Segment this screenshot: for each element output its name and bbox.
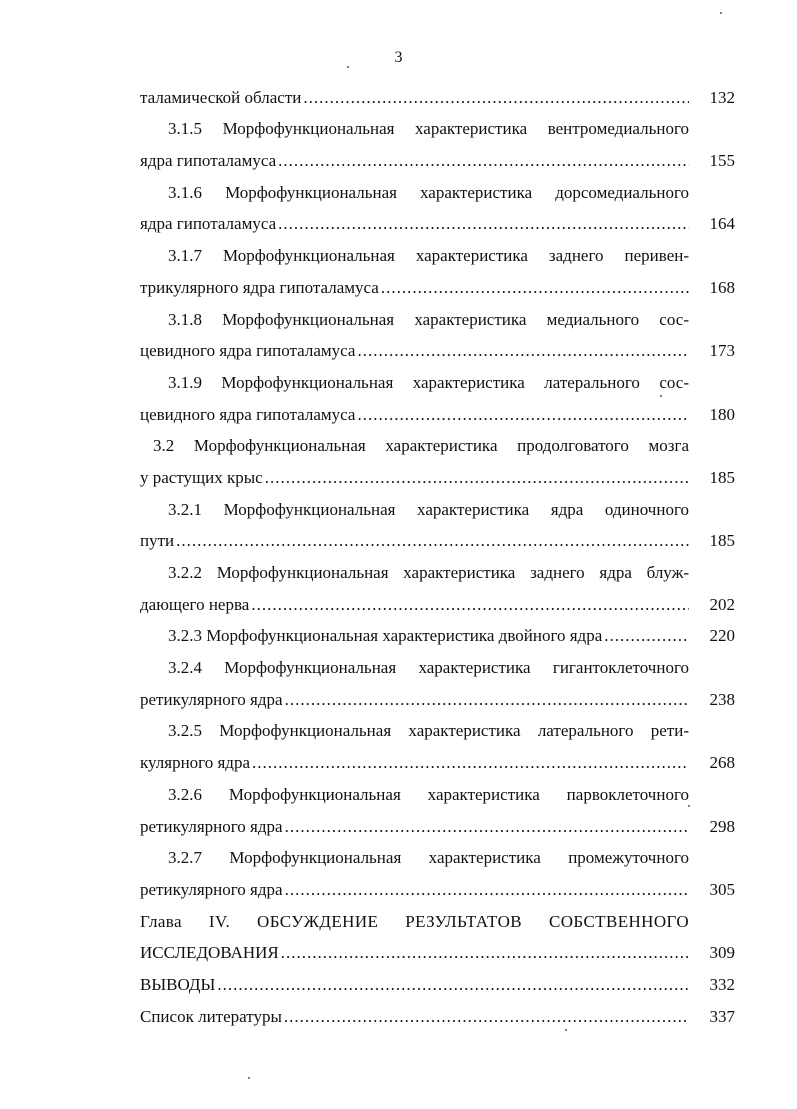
toc-page-number: 268 xyxy=(709,753,735,773)
scan-speck xyxy=(688,805,690,807)
dot-leader xyxy=(285,879,689,901)
toc-entry xyxy=(140,616,735,648)
toc-entry-text: ядра гипоталамуса xyxy=(140,214,277,234)
dot-leader xyxy=(278,150,689,172)
toc-entry-text: 3.1.7 Морфофункциональная характеристика заднего перивен- xyxy=(168,246,689,266)
scan-speck xyxy=(565,1029,567,1031)
toc-entry-text: пути xyxy=(140,531,175,551)
toc-entry-text: 3.2 Морфофункциональная характеристика продолговатого мозга xyxy=(153,436,689,456)
toc-entry xyxy=(140,426,735,489)
toc-entry-text: дающего нерва xyxy=(140,594,250,614)
toc-page-number: 173 xyxy=(709,341,735,361)
toc-page-number: 337 xyxy=(709,1006,735,1026)
toc-page-number: 185 xyxy=(709,467,735,487)
dot-leader xyxy=(285,689,689,711)
toc-entry-text: ВЫВОДЫ xyxy=(140,974,216,994)
toc-entry xyxy=(140,711,735,774)
dot-leader xyxy=(251,594,689,616)
toc-entry-text: 3.1.5 Морфофункциональная характеристика вентромедиального xyxy=(168,119,689,139)
toc-entry-text: ретикулярного ядра xyxy=(140,689,283,709)
toc-page-number: 220 xyxy=(709,626,735,646)
toc-entry-text: Глава IV. ОБСУЖДЕНИЕ РЕЗУЛЬТАТОВ СОБСТВЕННОГО xyxy=(140,911,689,931)
toc-entry xyxy=(140,647,735,710)
toc-entry-text: ретикулярного ядра xyxy=(140,879,283,899)
toc-page-number: 155 xyxy=(709,151,735,171)
dot-leader xyxy=(265,467,689,489)
toc-entry xyxy=(140,489,735,552)
toc-entry-text: таламической области xyxy=(140,87,302,107)
toc-entry-text: 3.2.1 Морфофункциональная характеристика ядра одиночного xyxy=(168,499,689,519)
toc-entry xyxy=(140,901,735,964)
dot-leader xyxy=(284,1006,689,1028)
toc-entry-text: 3.2.6 Морфофункциональная характеристика парвоклеточного xyxy=(168,784,689,804)
toc-entry-text: цевидного ядра гипоталамуса xyxy=(140,404,356,424)
toc-entry-text: 3.1.6 Морфофункциональная характеристика дорсомедиального xyxy=(168,182,689,202)
toc-entry-text: ИССЛЕДОВАНИЯ xyxy=(140,943,279,963)
toc-page-number: 309 xyxy=(709,943,735,963)
toc-entry xyxy=(140,996,735,1028)
toc-entry xyxy=(140,109,735,172)
scan-speck xyxy=(248,1077,250,1079)
toc-entry xyxy=(140,552,735,615)
toc-entry-text: 3.2.7 Морфофункциональная характеристика промежуточного xyxy=(168,848,689,868)
toc-entry xyxy=(140,838,735,901)
page-number: 3 xyxy=(394,49,403,66)
dot-leader xyxy=(303,87,689,109)
toc-entry-text: ретикулярного ядра xyxy=(140,816,283,836)
dot-leader xyxy=(278,213,689,235)
dot-leader xyxy=(252,752,689,774)
toc-entry-text: 3.2.5 Морфофункциональная характеристика латерального рети- xyxy=(168,721,689,741)
toc-page-number: 202 xyxy=(709,594,735,614)
toc-page-number: 332 xyxy=(709,974,735,994)
dot-leader xyxy=(357,340,689,362)
dot-leader xyxy=(381,277,689,299)
dot-leader xyxy=(281,942,689,964)
toc-page-number: 168 xyxy=(709,277,735,297)
toc-entry xyxy=(140,172,735,235)
toc-entry-text: Список литературы xyxy=(140,1006,282,1026)
toc-page-number: 238 xyxy=(709,689,735,709)
toc-entry xyxy=(140,774,735,837)
toc-page-number: 132 xyxy=(709,87,735,107)
toc-entry xyxy=(140,362,735,425)
scan-speck xyxy=(660,395,662,397)
toc-entry-text: трикулярного ядра гипоталамуса xyxy=(140,277,379,297)
dot-leader xyxy=(176,530,689,552)
toc-entry-text: кулярного ядра xyxy=(140,753,250,773)
dot-leader xyxy=(217,974,689,996)
toc-page-number: 185 xyxy=(709,531,735,551)
toc-entry-text: ядра гипоталамуса xyxy=(140,151,277,171)
toc-page-number: 180 xyxy=(709,404,735,424)
toc-entry-text: 3.2.4 Морфофункциональная характеристика гигантоклеточного xyxy=(168,658,689,678)
dot-leader xyxy=(604,625,689,647)
table-of-contents xyxy=(140,77,735,1028)
toc-entry-text: 3.2.2 Морфофункциональная характеристика заднего ядра блуж- xyxy=(168,563,689,582)
scan-speck xyxy=(347,66,349,68)
toc-entry-text: 3.1.9 Морфофункциональная характеристика латерального сос- xyxy=(168,372,689,392)
toc-entry-text: у растущих крыс xyxy=(140,467,263,487)
toc-entry xyxy=(140,235,735,298)
scan-speck xyxy=(720,12,722,14)
toc-entry-text: цевидного ядра гипоталамуса xyxy=(140,341,356,361)
toc-entry xyxy=(140,77,735,109)
toc-entry-text: 3.2.3 Морфофункциональная характеристика двойного ядра xyxy=(168,626,603,646)
toc-page-number: 298 xyxy=(709,816,735,836)
toc-entry xyxy=(140,964,735,996)
dot-leader xyxy=(357,404,689,426)
toc-entry xyxy=(140,299,735,362)
toc-entry-text: 3.1.8 Морфофункциональная характеристика медиального сос- xyxy=(168,309,689,329)
dot-leader xyxy=(285,816,689,838)
toc-page-number: 164 xyxy=(709,214,735,234)
toc-page-number: 305 xyxy=(709,879,735,899)
